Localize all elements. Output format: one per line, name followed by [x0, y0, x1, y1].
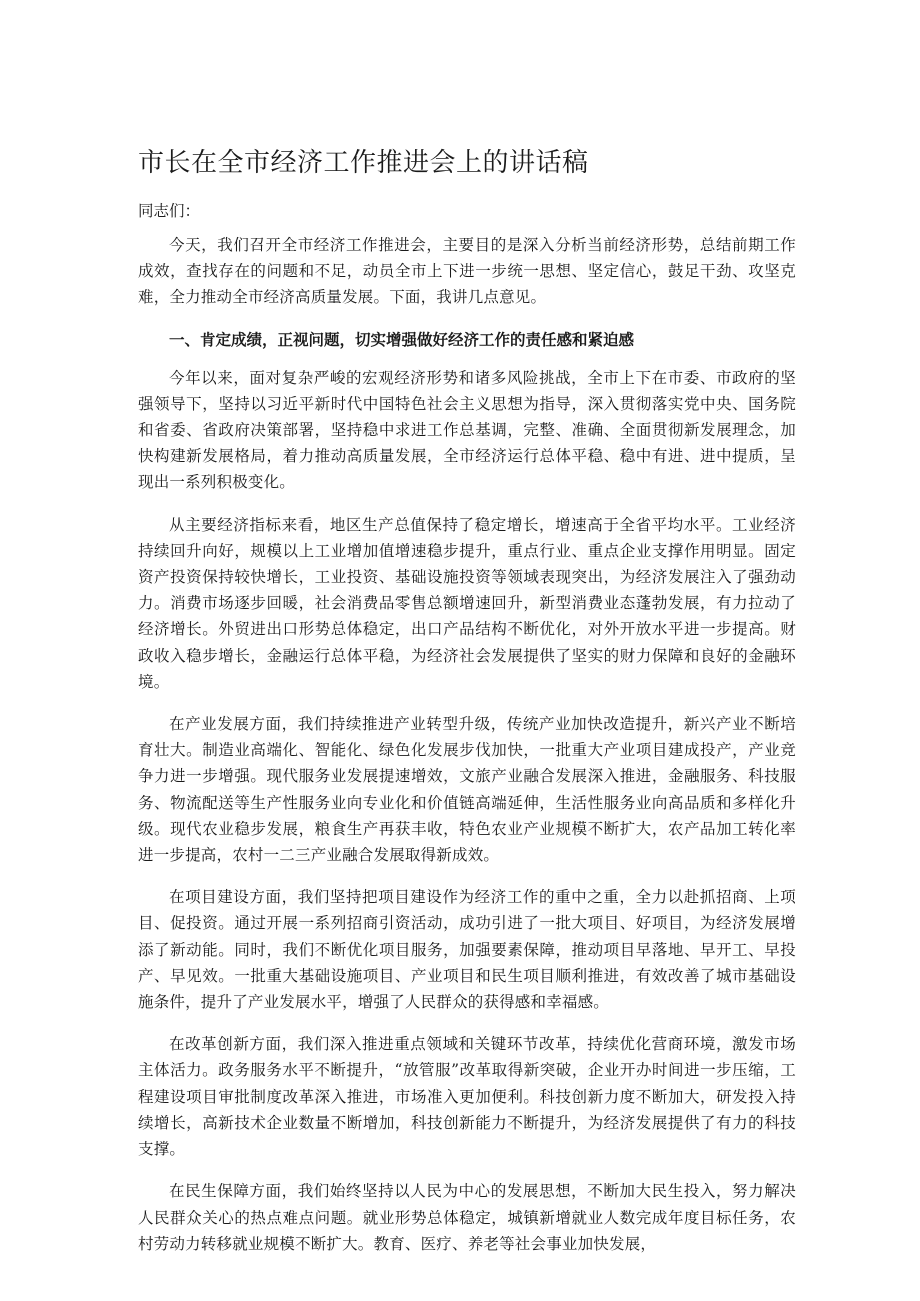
section-heading-1: 一、肯定成绩，正视问题，切实增强做好经济工作的责任感和紧迫感: [169, 330, 635, 349]
salutation: 同志们：: [138, 202, 201, 220]
body-paragraph-2: 从主要经济指标来看，地区生产总值保持了稳定增长，增速高于全省平均水平。工业经济持续回升向好，规模以上工业增加值增速稳步提升，重点行业、重点企业支撑作用明显。固定资产投资保持较快增长，工业投资、基础设施投资等领域表现突出，为经济发展注入了强劲动力。消费市场逐步回暖，社会消费品零售总额增速回升，新型消费业态蓬勃发展，有力拉动了经济增长。外贸进出口形势总体稳定，出口产品结构不断优化，对外开放水平进一步提高。财政收入稳步增长，金融运行总体平稳，为经济社会发展提供了坚实的财力保障和良好的金融环境。: [138, 515, 796, 691]
body-paragraph-5: 在改革创新方面，我们深入推进重点领域和关键环节改革，持续优化营商环境，激发市场主体活力。政务服务水平不断提升，“放管服”改革取得新突破，企业开办时间进一步压缩，工程建设项目审批制度改革深入推进，市场准入更加便利。科技创新力度不断加大，研发投入持续增长，高新技术企业数量不断增加，科技创新能力不断提升，为经济发展提供了有力的科技支撑。: [138, 1035, 796, 1159]
body-paragraph-4: 在项目建设方面，我们坚持把项目建设作为经济工作的重中之重，全力以赴抓招商、上项目、促投资。通过开展一系列招商引资活动，成功引进了一批大项目、好项目，为经济发展增添了新动能。同时，我们不断优化项目服务，加强要素保障，推动项目早落地、早开工、早投产、早见效。一批重大基础设施项目、产业项目和民生项目顺利推进，有效改善了城市基础设施条件，提升了产业发展水平，增强了人民群众的获得感和幸福感。: [138, 888, 796, 1012]
body-paragraph-1: 今年以来，面对复杂严峻的宏观经济形势和诸多风险挑战，全市上下在市委、市政府的坚强领导下，坚持以习近平新时代中国特色社会主义思想为指导，深入贯彻落实党中央、国务院和省委、省政府决策部署，坚持稳中求进工作总基调，完整、准确、全面贯彻新发展理念，加快构建新发展格局，着力推动高质量发展，全市经济运行总体平稳、稳中有进、进中提质，呈现出一系列积极变化。: [138, 368, 796, 492]
document-body: [138, 232, 796, 1273]
body-paragraph-3: 在产业发展方面，我们持续推进产业转型升级，传统产业加快改造提升，新兴产业不断培育壮大。制造业高端化、智能化、绿色化发展步伐加快，一批重大产业项目建成投产，产业竞争力进一步增强。现代服务业发展提速增效，文旅产业融合发展深入推进，金融服务、科技服务、物流配送等生产性服务业向专业化和价值链高端延伸，生活性服务业向高品质和多样化升级。现代农业稳步发展，粮食生产再获丰收，特色农业产业规模不断扩大，农产品加工转化率进一步提高，农村一二三产业融合发展取得新成效。: [138, 715, 796, 865]
body-paragraph-6: 在民生保障方面，我们始终坚持以人民为中心的发展思想，不断加大民生投入，努力解决人民群众关心的热点难点问题。就业形势总体稳定，城镇新增就业人数完成年度目标任务，农村劳动力转移就业规模不断扩大。教育、医疗、养老等社会事业加快发展，: [138, 1182, 796, 1253]
document-title: 市长在全市经济工作推进会上的讲话稿: [138, 148, 589, 178]
intro-paragraph: 今天，我们召开全市经济工作推进会，主要目的是深入分析当前经济形势，总结前期工作成效，查找存在的问题和不足，动员全市上下进一步统一思想、坚定信心，鼓足干劲、攻坚克难，全力推动全市经济高质量发展。下面，我讲几点意见。: [138, 236, 796, 307]
